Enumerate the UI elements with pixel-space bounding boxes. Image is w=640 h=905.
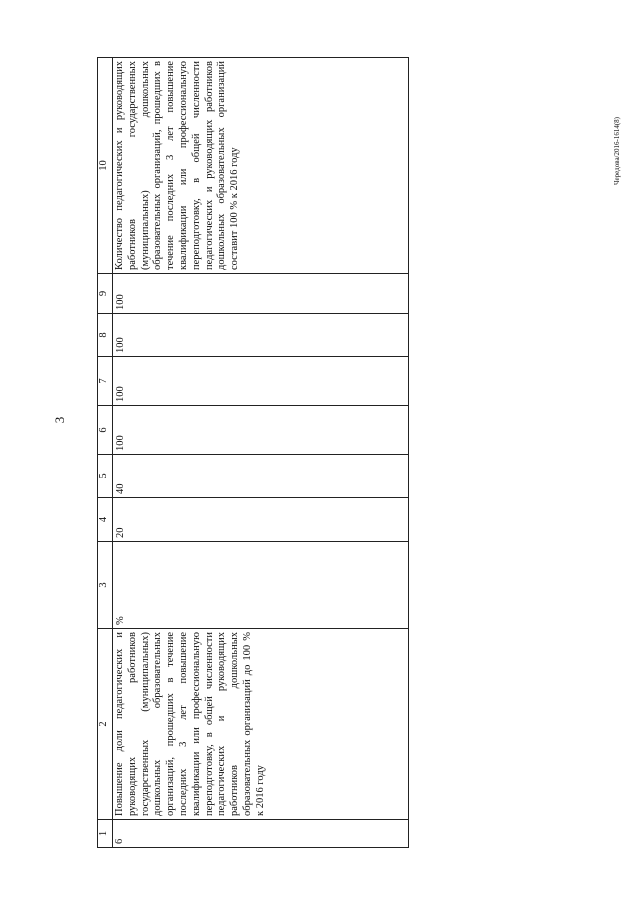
footer-code: Чередова/2016-1614(8) xyxy=(613,117,621,185)
value-cell-4: 20 xyxy=(113,498,409,542)
page-number: 3 xyxy=(52,416,67,424)
header-cell: 3 xyxy=(98,542,113,629)
expected-result: Количество педагогических и руководящих работников государственных (муниципальных) дошкольных образовательных организаций, прошедших в течение последних 3 лет повышение квалификации или профессиональную переподготовку, в общей численности педагогических и руководящих работников дошкольных образовательных организаций составит 100 % к 2016 году xyxy=(113,58,409,274)
value-cell-7: 100 xyxy=(113,357,409,406)
header-cell: 7 xyxy=(98,357,113,406)
indicator-table xyxy=(97,57,409,848)
value-cell-5: 40 xyxy=(113,455,409,498)
header-cell: 5 xyxy=(98,455,113,498)
row-number: 6 xyxy=(113,820,409,848)
table-row xyxy=(113,58,409,848)
header-cell: 4 xyxy=(98,498,113,542)
value-cell-6: 100 xyxy=(113,406,409,455)
value-cell-9: 100 xyxy=(113,274,409,314)
table-header-row xyxy=(98,58,113,848)
value-cell-8: 100 xyxy=(113,314,409,357)
unit-cell: % xyxy=(113,542,409,629)
rotated-table-container xyxy=(97,58,409,848)
header-cell: 10 xyxy=(98,58,113,274)
indicator-description: Повышение доли педагогических и руководящих работников государственных (муниципальных) дошкольных образовательных организаций, прошедших в течение последних 3 лет повышение квалификации или профессиональную переподготовку, в общей численности педагогических и руководящих работников дошкольных образовательных организаций до 100 % к 2016 году xyxy=(113,629,409,820)
header-cell: 2 xyxy=(98,629,113,820)
header-cell: 6 xyxy=(98,406,113,455)
header-cell: 8 xyxy=(98,314,113,357)
header-cell: 1 xyxy=(98,820,113,848)
header-cell: 9 xyxy=(98,274,113,314)
